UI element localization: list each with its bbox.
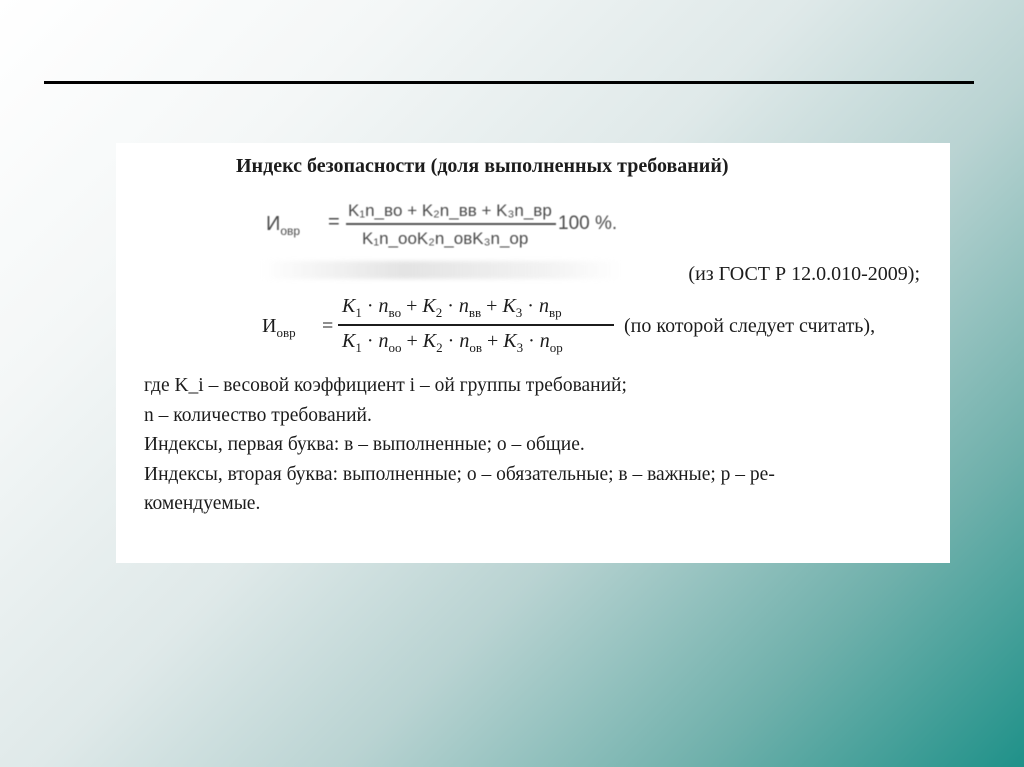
- title-rule: [44, 81, 974, 84]
- scan-smudge: [261, 261, 621, 279]
- source-note: (из ГОСТ Р 12.0.010-2009);: [688, 263, 920, 285]
- scanned-formula-numerator: K₁n_вo + K₂n_вв + K₃n_вр: [348, 201, 552, 220]
- typeset-formula-lhs: $И_{овр}$: [262, 315, 296, 340]
- typeset-formula-equals: =: [322, 315, 334, 337]
- typeset-formula-denominator: $K_1 \cdot n_{оо} + K_2 \cdot n_{ов} + K_3 \cdot n_{ор}$: [342, 330, 563, 355]
- typeset-fraction-bar: [338, 324, 614, 326]
- scanned-formula-lhs: $И_{овр}$: [266, 213, 301, 238]
- definition-line: Индексы, первая буква: в – выполненные; о – общие.: [144, 434, 585, 455]
- scanned-formula-equals: =: [328, 211, 340, 233]
- document-heading: Индекс безопасности (доля выполненных требований): [236, 155, 729, 177]
- scanned-formula-suffix: 100 %.: [558, 213, 618, 234]
- definition-line: комендуемые.: [144, 493, 261, 514]
- definition-line: Индексы, вторая буква: выполненные; о – обязательные; в – важные; р – ре-: [144, 463, 775, 485]
- definitions-block: [144, 371, 775, 519]
- scanned-formula-denominator: K₁n_ooK₂n_oвK₃n_op: [362, 229, 529, 248]
- typeset-formula-note: (по которой следует считать),: [624, 315, 876, 337]
- definition-line: n – количество требований.: [144, 404, 372, 426]
- definition-line: где K_i – весовой коэффициент i – ой группы требований;: [144, 375, 627, 396]
- typeset-formula-numerator: $K_1 \cdot n_{во} + K_2 \cdot n_{вв} + K_3 \cdot n_{вр}$: [342, 295, 562, 320]
- scanned-fraction-bar: [346, 223, 556, 225]
- document-panel: [116, 143, 950, 563]
